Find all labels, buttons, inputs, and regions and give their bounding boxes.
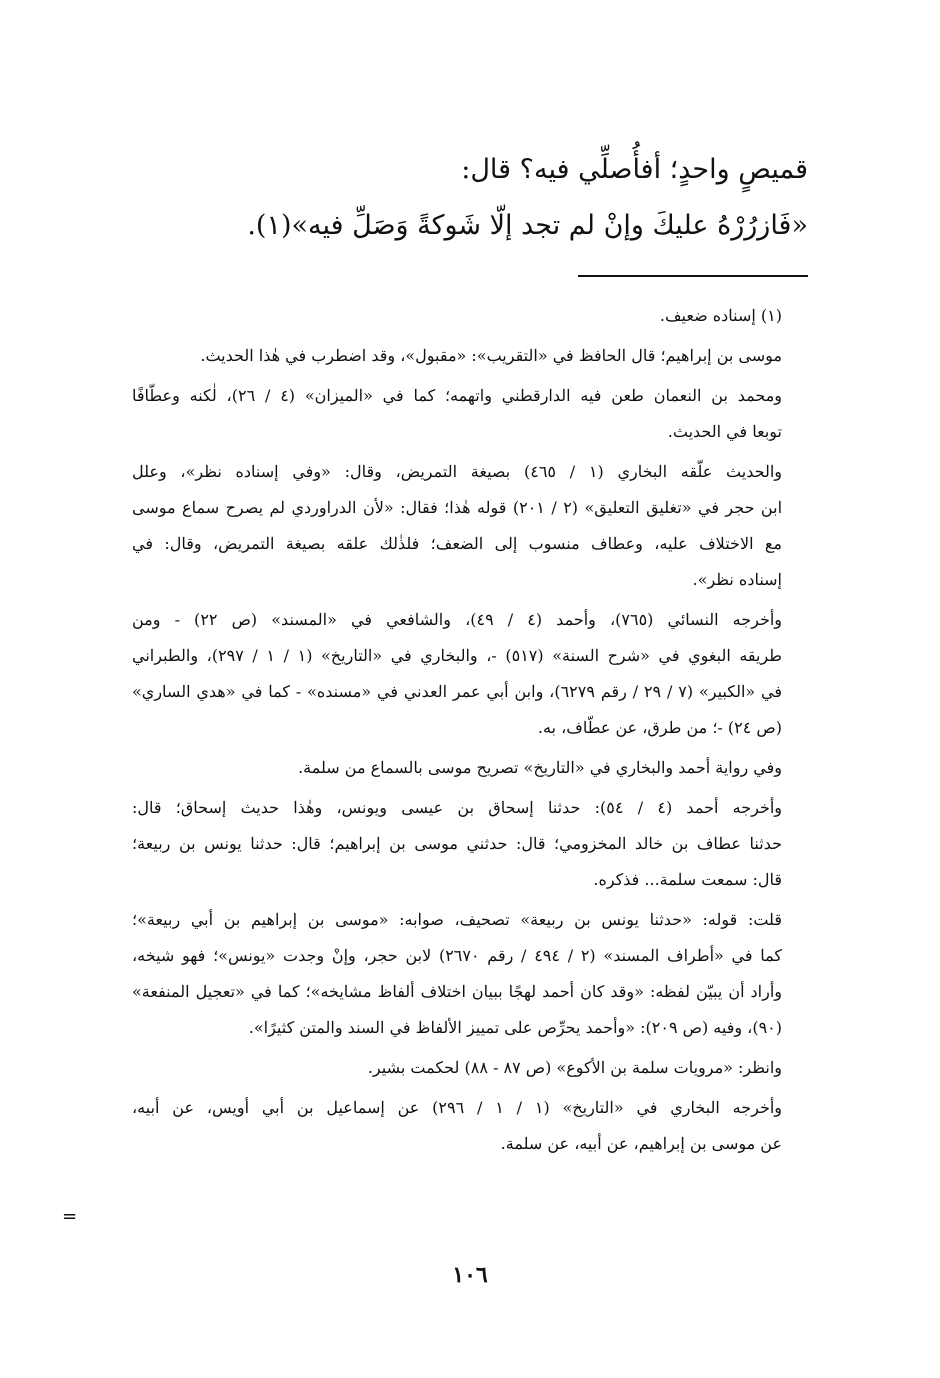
footnote-line: توبعا في الحديث.	[667, 422, 782, 441]
footnote-paragraph	[132, 1050, 808, 1086]
footnote-line: قال: سمعت سلمة... فذكره.	[593, 870, 782, 889]
footnote-separator	[578, 275, 808, 277]
footnote-paragraph	[132, 378, 808, 450]
footnote-paragraph	[132, 454, 808, 598]
footnote-line: (١) إسناده ضعيف.	[659, 306, 782, 325]
page-number: ١٠٦	[452, 1262, 488, 1288]
footnote-line: وأخرجه أحمد (٤ / ٥٤): حدثنا إسحاق بن عيسى ويونس، وهٰذا حديث إسحاق؛ قال:	[132, 798, 783, 817]
footnote-line: مع الاختلاف عليه، وعطاف منسوب إلى الضعف؛ فلذٰلك علقه بصيغة التمريض، وقال: في	[132, 534, 782, 553]
footnote-line: (ص ٢٤) -؛ من طرق، عن عطّاف، به.	[537, 718, 782, 737]
footnote-line: وأراد أن يبيّن لفظه: «وقد كان أحمد لهجًا ببيان اختلاف ألفاظ مشايخه»؛ كما في «تعجيل المنفعة»	[132, 982, 782, 1001]
footnote-line: وأخرجه النسائي (٧٦٥)، وأحمد (٤ / ٤٩)، والشافعي في «المسند» (ص ٢٢) - ومن	[132, 610, 783, 629]
footnote-line: إسناده نظر».	[692, 570, 782, 589]
footnote-line: عن موسى بن إبراهيم، عن أبيه، عن سلمة.	[500, 1134, 782, 1153]
footnote-line: قلت: قوله: «حدثنا يونس بن ربيعة» تصحيف، صوابه: «موسى بن إبراهيم بن أبي ربيعة»؛	[132, 910, 782, 929]
footnote-line: ومحمد بن النعمان طعن فيه الدارقطني واتهمه؛ كما في «الميزان» (٤ / ٢٦)، لٰكنه وعطّافًا	[132, 386, 783, 405]
footnote-line: في «الكبير» (٧ / ٢٩ / رقم ٦٢٧٩)، وابن أبي عمر العدني في «مسنده» - كما في «هدي الساري»	[132, 682, 783, 701]
footnote-paragraph	[132, 338, 808, 374]
footnote-line: كما في «أطراف المسند» (٢ / ٤٩٤ / رقم ٢٦٧٠) لابن حجر، وإنْ وجدت «يونس»؛ فهو شيخه،	[132, 946, 783, 965]
footnotes	[132, 298, 808, 1166]
footnote-line: موسى بن إبراهيم؛ قال الحافظ في «التقريب»: «مقبول»، وقد اضطرب في هٰذا الحديث.	[200, 346, 782, 365]
footnote-paragraph	[132, 902, 808, 1046]
main-text-line: «فَازرُرْهُ عليكَ وإنْ لم تجد إلّا شَوكةً وَصَلِّ فيه»(١).	[247, 210, 808, 241]
footnote-line: وفي رواية أحمد والبخاري في «التاريخ» تصريح موسى بالسماع من سلمة.	[298, 758, 782, 777]
continuation-mark: =	[62, 1206, 78, 1227]
footnote-line: حدثنا عطاف بن خالد المخزومي؛ قال: حدثني موسى بن إبراهيم؛ قال: حدثنا يونس بن ربيعة؛	[132, 834, 782, 853]
main-text	[118, 142, 808, 254]
footnote-paragraph	[132, 602, 808, 746]
footnote-line: وأخرجه البخاري في «التاريخ» (١ / ١ / ٢٩٦) عن إسماعيل بن أبي أويس، عن أبيه،	[132, 1098, 783, 1117]
footnote-paragraph	[132, 298, 808, 334]
footnote-paragraph	[132, 1090, 808, 1162]
footnote-line: (٩٠)، وفيه (ص ٢٠٩): «وأحمد يحرِّص على تمييز الألفاظ في السند والمتن كثيرًا».	[248, 1018, 782, 1037]
main-text-line: قميصٍ واحدٍ؛ أفأُصلِّي فيه؟ قال:	[461, 154, 808, 185]
footnote-paragraph	[132, 750, 808, 786]
footnote-paragraph	[132, 790, 808, 898]
footnote-line: ابن حجر في «تغليق التعليق» (٢ / ٢٠١) قوله هٰذا؛ فقال: «لأن الدراوردي لم يصرح سماع موسى	[132, 498, 783, 517]
footnote-line: والحديث علّقه البخاري (١ / ٤٦٥) بصيغة التمريض، وقال: «وفي إسناده نظر»، وعلل	[132, 462, 782, 481]
footnote-line: طريقه البغوي في «شرح السنة» (٥١٧) -، والبخاري في «التاريخ» (١ / ١ / ٢٩٧)، والطبراني	[132, 646, 783, 665]
footnote-line: وانظر: «مرويات سلمة بن الأكوع» (ص ٨٧ - ٨٨) لحكمت بشير.	[367, 1058, 782, 1077]
